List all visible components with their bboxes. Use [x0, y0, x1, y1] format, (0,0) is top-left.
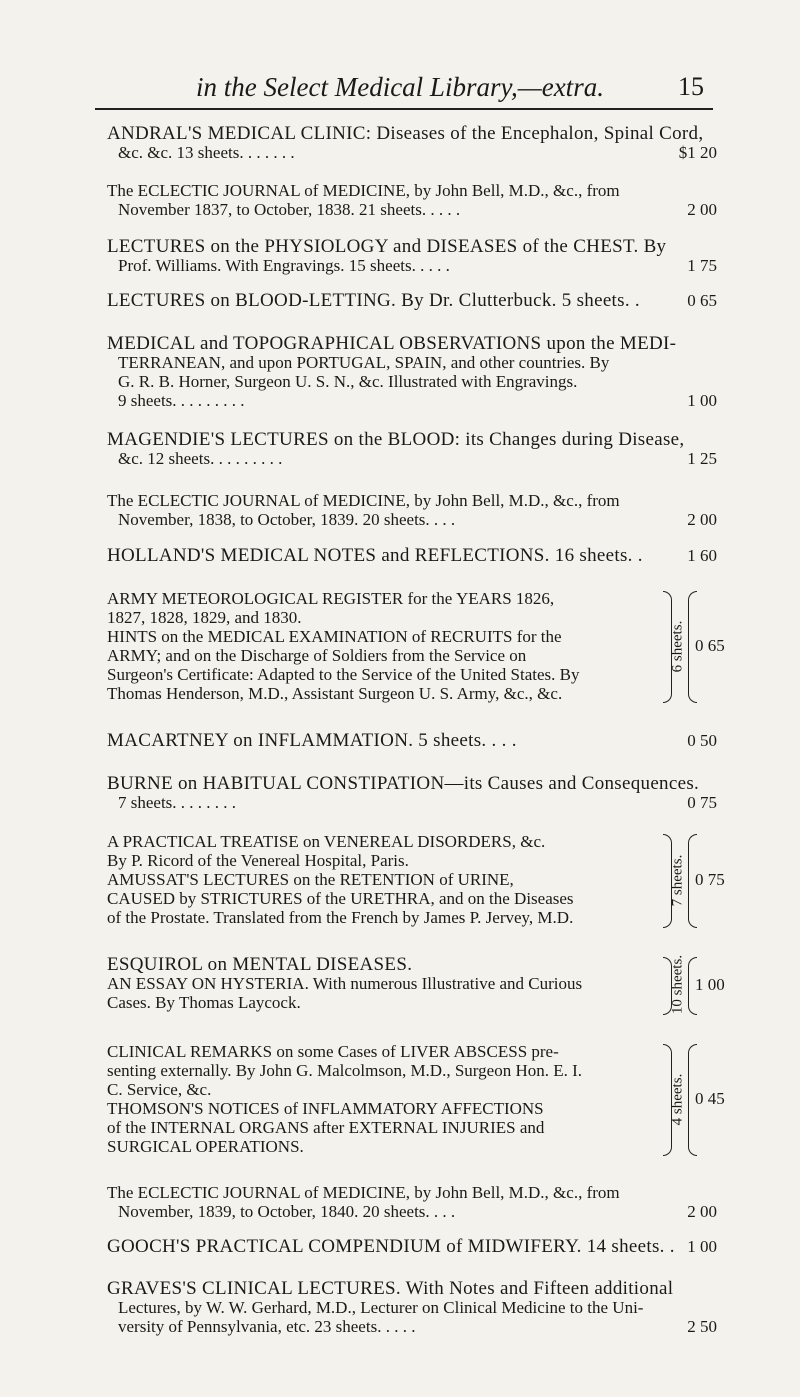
catalog-entry-topographical — [107, 334, 717, 410]
group-line: A PRACTICAL TREATISE on VENEREAL DISORDERS, &c. — [107, 832, 546, 851]
sheets-label: 6 sheets. — [669, 620, 686, 673]
catalog-entry-blood-letting — [107, 291, 717, 310]
header-rule — [95, 108, 713, 110]
catalog-entry-andral — [107, 124, 717, 162]
group-price: 0 75 — [695, 870, 725, 889]
entry-line: HOLLAND'S MEDICAL NOTES and REFLECTIONS. 16 sheets. . — [107, 545, 643, 566]
group-price: 0 65 — [695, 636, 725, 655]
entry-price: 1 25 — [687, 449, 717, 468]
catalog-entry-chest-lectures — [107, 237, 717, 275]
group-line: AMUSSAT'S LECTURES on the RETENTION of URINE, — [107, 870, 514, 889]
group-price: 1 00 — [695, 975, 725, 994]
page-number: 15 — [678, 72, 704, 101]
entry-line: &c. &c. 13 sheets. . . . . . . — [118, 143, 295, 162]
group-line: Cases. By Thomas Laycock. — [107, 993, 301, 1012]
catalog-entry-burne — [107, 774, 717, 812]
sheets-label: 4 sheets. — [669, 1073, 686, 1126]
entry-line: Prof. Williams. With Engravings. 15 sheets. . . . . — [118, 256, 450, 275]
catalog-group-liver — [107, 1042, 725, 1160]
entry-line: November 1837, to October, 1838. 21 sheets. . . . . — [118, 200, 461, 219]
entry-line: ANDRAL'S MEDICAL CLINIC: Diseases of the Encephalon, Spinal Cord, — [107, 123, 704, 144]
catalog-entry-eclectic-1840 — [107, 1183, 717, 1221]
catalog-entry-eclectic-1838 — [107, 181, 717, 219]
group-line: Thomas Henderson, M.D., Assistant Surgeon U. S. Army, &c., &c. — [107, 684, 563, 703]
entry-price: 0 50 — [687, 731, 717, 750]
entry-price: 1 60 — [687, 546, 717, 565]
entry-line: Lectures, by W. W. Gerhard, M.D., Lecturer on Clinical Medicine to the Uni- — [118, 1298, 644, 1317]
entry-line: GOOCH'S PRACTICAL COMPENDIUM of MIDWIFERY. 14 sheets. . — [107, 1236, 675, 1257]
catalog-entry-graves — [107, 1279, 717, 1336]
entry-line: MACARTNEY on INFLAMMATION. 5 sheets. . . . — [107, 730, 517, 751]
group-line: ARMY; and on the Discharge of Soldiers from the Service on — [107, 646, 527, 665]
entry-line: versity of Pennsylvania, etc. 23 sheets. . . . . — [118, 1317, 416, 1336]
entry-line: &c. 12 sheets. . . . . . . . . — [118, 449, 283, 468]
entry-price: 1 00 — [687, 391, 717, 410]
group-price: 0 45 — [695, 1089, 725, 1108]
group-line: of the INTERNAL ORGANS after EXTERNAL INJURIES and — [107, 1118, 545, 1137]
entry-price: 2 00 — [687, 200, 717, 219]
group-line: SURGICAL OPERATIONS. — [107, 1137, 304, 1156]
group-line: of the Prostate. Translated from the French by James P. Jervey, M.D. — [107, 908, 574, 927]
running-title: in the Select Medical Library,—extra. — [196, 72, 604, 102]
catalog-entry-gooch — [107, 1237, 717, 1256]
entry-price: 2 00 — [687, 1202, 717, 1221]
entry-price: 1 75 — [687, 256, 717, 275]
entry-price: 2 50 — [687, 1317, 717, 1336]
group-line: C. Service, &c. — [107, 1080, 212, 1099]
entry-line: The ECLECTIC JOURNAL of MEDICINE, by John Bell, M.D., &c., from — [107, 1183, 620, 1202]
group-line: HINTS on the MEDICAL EXAMINATION of RECRUITS for the — [107, 627, 562, 646]
catalog-entry-eclectic-1839 — [107, 491, 717, 529]
group-line: CAUSED by STRICTURES of the URETHRA, and on the Diseases — [107, 889, 574, 908]
entry-price: 1 00 — [687, 1237, 717, 1256]
entry-line: 7 sheets. . . . . . . . — [118, 793, 237, 812]
group-line: By P. Ricord of the Venereal Hospital, Paris. — [107, 851, 409, 870]
entry-price: 2 00 — [687, 510, 717, 529]
group-line: ARMY METEOROLOGICAL REGISTER for the YEARS 1826, — [107, 589, 555, 608]
entry-line: TERRANEAN, and upon PORTUGAL, SPAIN, and other countries. By — [118, 353, 610, 372]
entry-line: G. R. B. Horner, Surgeon U. S. N., &c. Illustrated with Engravings. — [118, 372, 578, 391]
group-line: Surgeon's Certificate: Adapted to the Service of the United States. By — [107, 665, 580, 684]
sheets-label: 10 sheets. — [669, 954, 686, 1015]
catalog-entry-holland — [107, 546, 717, 565]
entry-price: $1 20 — [678, 143, 717, 162]
entry-line: LECTURES on BLOOD-LETTING. By Dr. Clutterbuck. 5 sheets. . — [107, 290, 640, 311]
catalog-entry-macartney — [107, 731, 717, 750]
entry-line: The ECLECTIC JOURNAL of MEDICINE, by John Bell, M.D., &c., from — [107, 491, 620, 510]
entry-price: 0 75 — [687, 793, 717, 812]
entry-line: LECTURES on the PHYSIOLOGY and DISEASES of the CHEST. By — [107, 236, 667, 257]
entry-line: November, 1838, to October, 1839. 20 sheets. . . . — [118, 510, 456, 529]
page-header — [0, 72, 800, 112]
catalog-group-venereal — [107, 832, 725, 932]
catalog-group-mental — [107, 954, 725, 1017]
group-line: senting externally. By John G. Malcolmson, M.D., Surgeon Hon. E. I. — [107, 1061, 583, 1080]
entry-line: GRAVES'S CLINICAL LECTURES. With Notes and Fifteen additional — [107, 1278, 674, 1299]
group-line: 1827, 1828, 1829, and 1830. — [107, 608, 302, 627]
group-line: THOMSON'S NOTICES of INFLAMMATORY AFFECTIONS — [107, 1099, 544, 1118]
entry-line: MEDICAL and TOPOGRAPHICAL OBSERVATIONS upon the MEDI- — [107, 333, 677, 354]
group-line: AN ESSAY ON HYSTERIA. With numerous Illustrative and Curious — [107, 974, 583, 993]
entry-line: BURNE on HABITUAL CONSTIPATION—its Causes and Consequences. — [107, 773, 700, 794]
catalog-entry-magendie — [107, 430, 717, 468]
group-line: ESQUIROL on MENTAL DISEASES. — [107, 954, 413, 975]
entry-line: The ECLECTIC JOURNAL of MEDICINE, by John Bell, M.D., &c., from — [107, 181, 620, 200]
entry-line: 9 sheets. . . . . . . . . — [118, 391, 245, 410]
sheets-label: 7 sheets. — [669, 854, 686, 907]
entry-line: November, 1839, to October, 1840. 20 sheets. . . . — [118, 1202, 456, 1221]
entry-price: 0 65 — [687, 291, 717, 310]
entry-line: MAGENDIE'S LECTURES on the BLOOD: its Changes during Disease, — [107, 429, 685, 450]
catalog-group-army — [107, 589, 725, 707]
group-line: CLINICAL REMARKS on some Cases of LIVER ABSCESS pre- — [107, 1042, 559, 1061]
